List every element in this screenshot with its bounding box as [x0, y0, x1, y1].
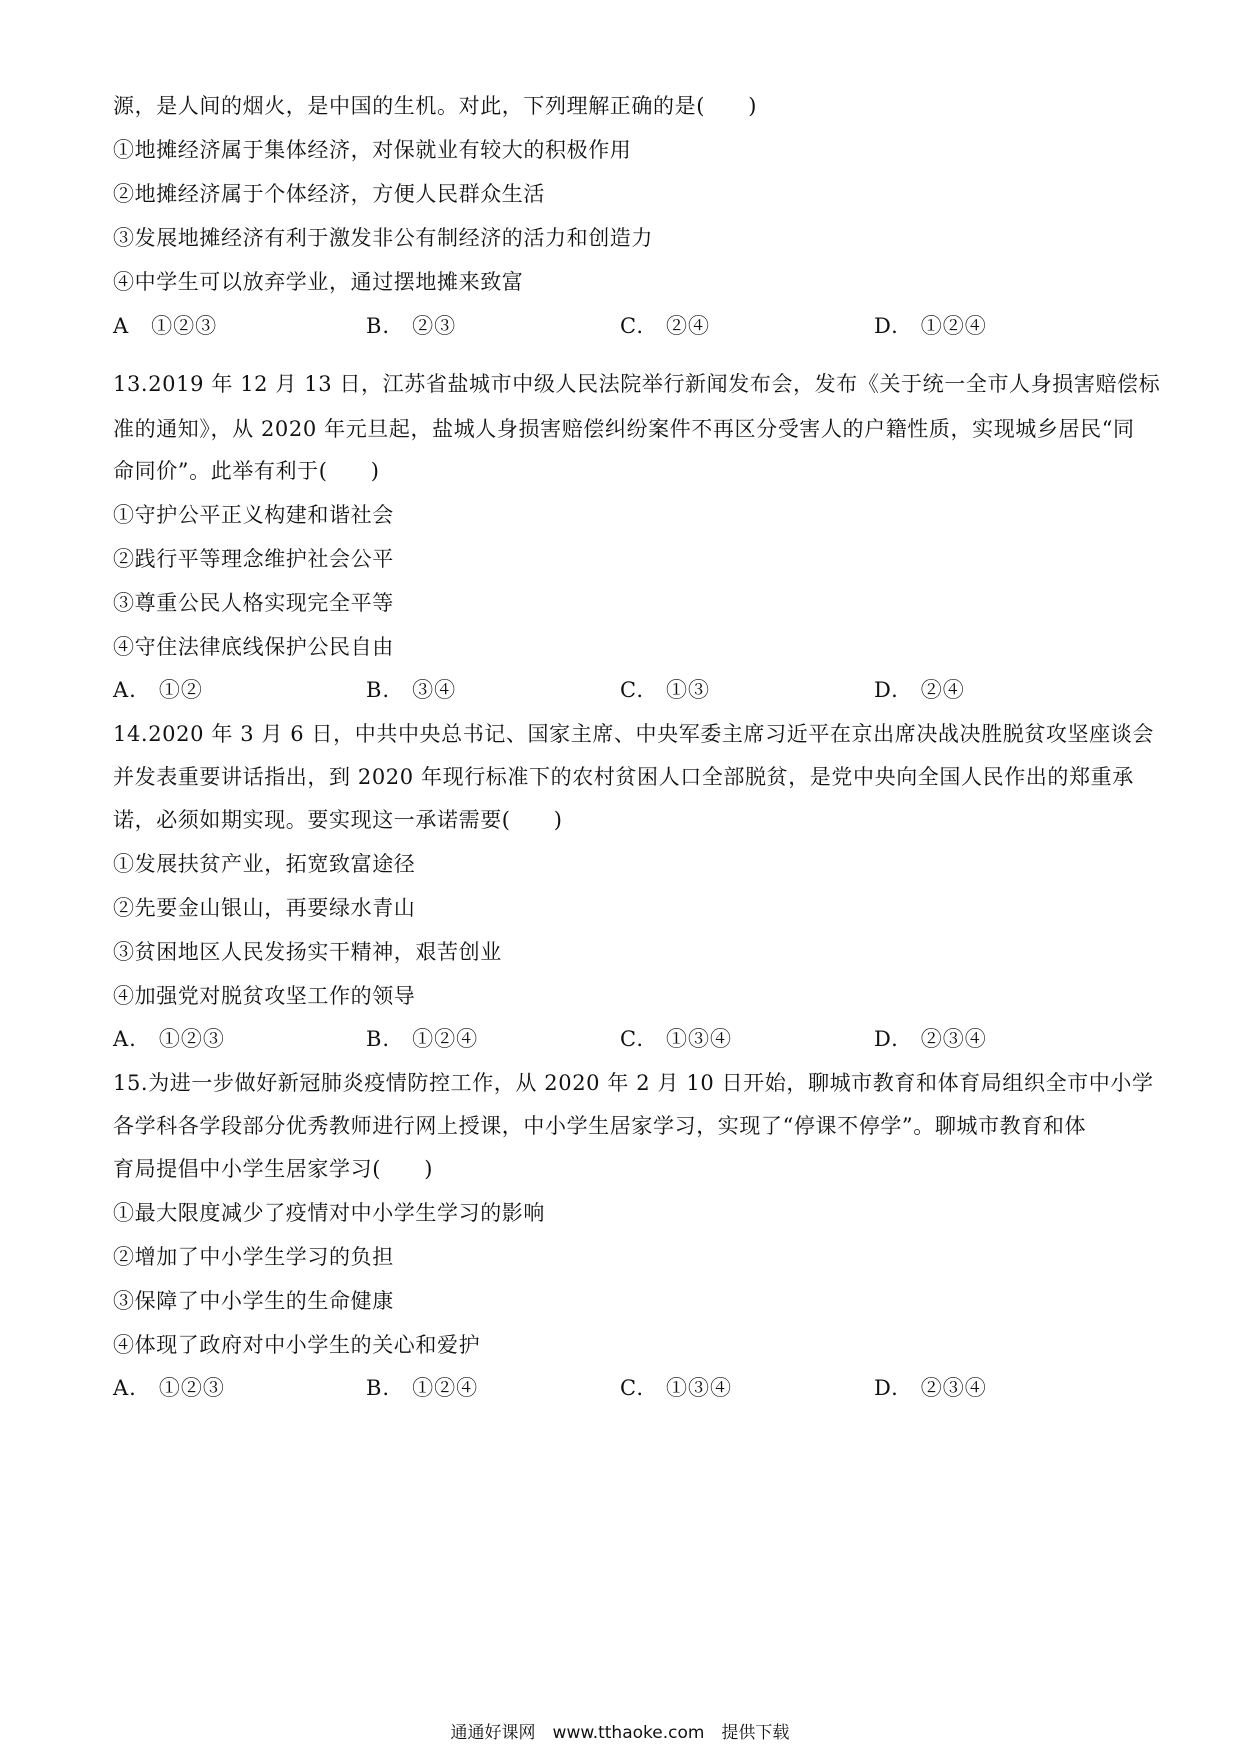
q13-option-3: ③尊重公民人格实现完全平等 — [113, 591, 394, 615]
q12-choices — [113, 311, 1133, 341]
q14-option-4: ④加强党对脱贫攻坚工作的领导 — [113, 984, 416, 1008]
q14-choice-b: B. ①②④ — [366, 1027, 479, 1051]
q12-option-3: ③发展地摊经济有利于激发非公有制经济的活力和创造力 — [113, 226, 653, 250]
q14-stem-line-3: 诺，必须如期实现。要实现这一承诺需要( ) — [113, 808, 563, 832]
q12-choice-c: C. ②④ — [620, 314, 710, 338]
q15-option-3: ③保障了中小学生的生命健康 — [113, 1289, 394, 1313]
q13-option-2: ②践行平等理念维护社会公平 — [113, 547, 394, 571]
q12-option-4: ④中学生可以放弃学业，通过摆地摊来致富 — [113, 270, 524, 294]
q12-stem-line: 源，是人间的烟火，是中国的生机。对此，下列理解正确的是( ) — [113, 94, 757, 118]
q15-option-1: ①最大限度减少了疫情对中小学生学习的影响 — [113, 1201, 545, 1225]
q14-option-1: ①发展扶贫产业，拓宽致富途径 — [113, 852, 416, 876]
footer-source: 通通好课网 www.tthaoke.com 提供下载 — [450, 1723, 790, 1743]
q12-choice-d: D. ①②④ — [874, 314, 987, 338]
q13-choice-a: A. ①② — [113, 678, 203, 702]
q15-choice-d: D. ②③④ — [874, 1376, 987, 1400]
q13-option-1: ①守护公平正义构建和谐社会 — [113, 503, 394, 527]
q15-choice-a: A. ①②③ — [113, 1376, 225, 1400]
q15-stem-line-3: 育局提倡中小学生居家学习( ) — [113, 1157, 433, 1181]
q15-option-4: ④体现了政府对中小学生的关心和爱护 — [113, 1333, 481, 1357]
q15-choice-b: B. ①②④ — [366, 1376, 479, 1400]
q13-choice-c: C. ①③ — [620, 678, 710, 702]
q13-option-4: ④守住法律底线保护公民自由 — [113, 635, 394, 659]
q12-choice-a: A ①②③ — [113, 314, 218, 338]
q12-option-1: ①地摊经济属于集体经济，对保就业有较大的积极作用 — [113, 138, 632, 162]
q14-choice-a: A. ①②③ — [113, 1027, 225, 1051]
q14-stem-line-2: 并发表重要讲话指出，到 2020 年现行标准下的农村贫困人口全部脱贫，是党中央向全国人民作出的郑重承 — [113, 765, 1134, 789]
q15-choices — [113, 1373, 1133, 1403]
q12-option-2: ②地摊经济属于个体经济，方便人民群众生活 — [113, 182, 545, 206]
q14-stem-line-1: 14.2020 年 3 月 6 日，中共中央总书记、国家主席、中央军委主席习近平在京出席决战决胜脱贫攻坚座谈会 — [113, 722, 1154, 746]
q14-choice-c: C. ①③④ — [620, 1027, 732, 1051]
q15-choice-c: C. ①③④ — [620, 1376, 732, 1400]
q13-stem-line-3: 命同价”。此举有利于( ) — [113, 459, 380, 483]
q15-stem-line-2: 各学科各学段部分优秀教师进行网上授课，中小学生居家学习，实现了“停课不停学”。聊城市教育和体 — [113, 1114, 1087, 1138]
q14-choice-d: D. ②③④ — [874, 1027, 987, 1051]
q14-option-2: ②先要金山银山，再要绿水青山 — [113, 896, 416, 920]
q14-choices — [113, 1024, 1133, 1054]
q13-choice-d: D. ②④ — [874, 678, 965, 702]
q12-choice-b: B. ②③ — [366, 314, 457, 338]
q13-stem-line-2: 准的通知》，从 2020 年元旦起，盐城人身损害赔偿纠纷案件不再区分受害人的户籍性质，实现城乡居民“同 — [113, 417, 1135, 441]
q13-choices — [113, 675, 1133, 705]
q13-choice-b: B. ③④ — [366, 678, 457, 702]
q14-option-3: ③贫困地区人民发扬实干精神，艰苦创业 — [113, 940, 502, 964]
q15-stem-line-1: 15.为进一步做好新冠肺炎疫情防控工作，从 2020 年 2 月 10 日开始，聊城市教育和体育局组织全市中小学 — [113, 1071, 1154, 1095]
q15-option-2: ②增加了中小学生学习的负担 — [113, 1245, 394, 1269]
q13-stem-line-1: 13.2019 年 12 月 13 日，江苏省盐城市中级人民法院举行新闻发布会，发布《关于统一全市人身损害赔偿标 — [113, 372, 1161, 396]
